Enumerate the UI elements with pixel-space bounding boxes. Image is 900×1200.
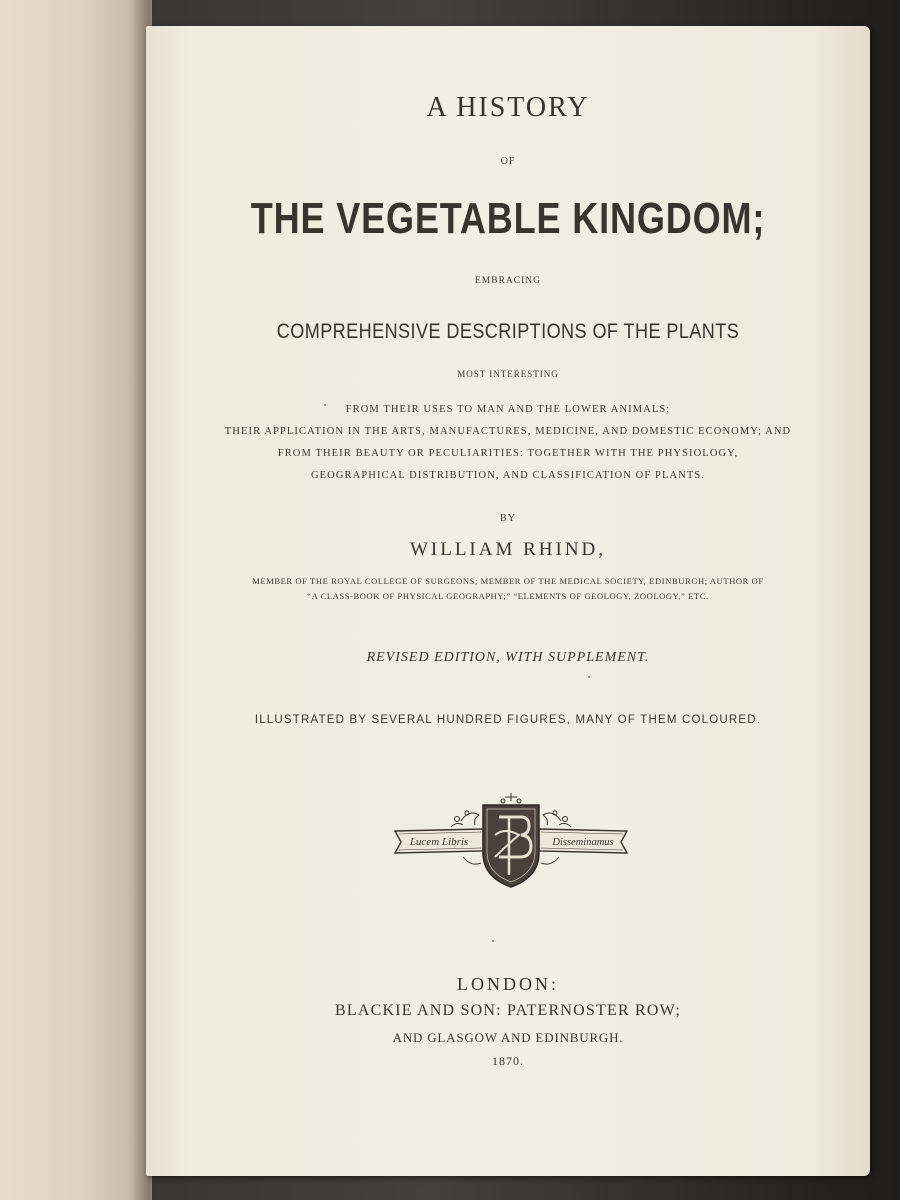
- description-line: GEOGRAPHICAL DISTRIBUTION, AND CLASSIFICATION OF PLANTS.: [310, 470, 706, 481]
- publisher-emblem: [391, 791, 631, 891]
- author-credentials-line: MEMBER OF THE ROYAL COLLEGE OF SURGEONS; MEMBER OF THE MEDICAL SOCIETY, EDINBURGH; AUTHOR OF: [252, 576, 764, 586]
- motto-right: Disseminamus: [552, 837, 614, 848]
- edition-note: REVISED EDITION, WITH SUPPLEMENT.: [366, 650, 650, 665]
- title-page: [146, 26, 870, 1176]
- subtitle: COMPREHENSIVE DESCRIPTIONS OF THE PLANTS: [276, 320, 740, 343]
- description-line: THEIR APPLICATION IN THE ARTS, MANUFACTURES, MEDICINE, AND DOMESTIC ECONOMY; AND: [224, 426, 792, 437]
- imprint-publisher: BLACKIE AND SON: PATERNOSTER ROW;: [335, 1002, 681, 1019]
- most-interesting-label: MOST INTERESTING: [457, 369, 559, 379]
- by-label: BY: [500, 513, 516, 524]
- title-line-1: A HISTORY: [426, 92, 590, 123]
- left-facing-page: [0, 0, 152, 1200]
- motto-left: Lucem Libris: [409, 836, 469, 848]
- main-title: THE VEGETABLE KINGDOM;: [250, 194, 766, 243]
- author-name: WILLIAM RHIND,: [409, 539, 607, 560]
- title-connector-of: OF: [500, 156, 516, 167]
- paper-speck: [324, 404, 326, 406]
- embracing-label: EMBRACING: [474, 276, 541, 286]
- description-line: FROM THEIR USES TO MAN AND THE LOWER ANIMALS;: [345, 404, 671, 415]
- paper-speck: [492, 940, 494, 942]
- paper-speck: [588, 676, 590, 678]
- imprint-year: 1870.: [492, 1054, 524, 1068]
- illustration-note: ILLUSTRATED BY SEVERAL HUNDRED FIGURES, MANY OF THEM COLOURED.: [254, 714, 762, 726]
- author-credentials-line: “A CLASS-BOOK OF PHYSICAL GEOGRAPHY;” “ELEMENTS OF GEOLOGY, ZOOLOGY,” ETC.: [307, 591, 709, 601]
- imprint-places: AND GLASGOW AND EDINBURGH.: [392, 1030, 624, 1045]
- description-line: FROM THEIR BEAUTY OR PECULIARITIES: TOGETHER WITH THE PHYSIOLOGY,: [277, 448, 739, 459]
- imprint-city: LONDON:: [457, 974, 559, 994]
